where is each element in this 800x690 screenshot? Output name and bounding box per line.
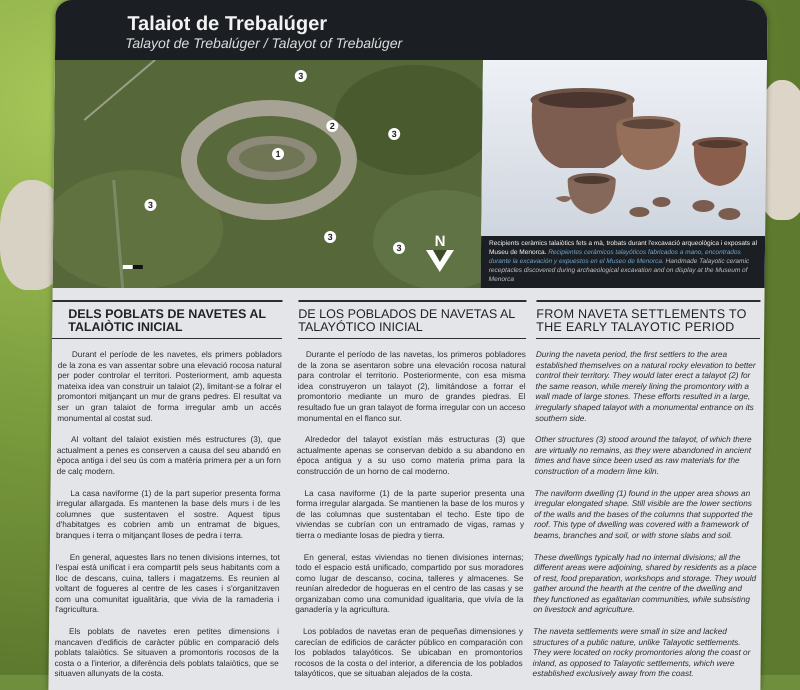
svg-text:1: 1 <box>275 149 281 159</box>
caption-spanish: Recipientes cerámicos talayóticos fabricados a mano, encontrados durante la excavación y expuestos en el Museo de Menorca. <box>488 249 741 265</box>
caption-catalan: Recipients ceràmics talaiòtics fets a mà, trobats durant l'excavació arqueològica i exposats al Museu de Menorca. <box>488 240 757 256</box>
column-paragraph: The naviform dwelling (1) found in the upper area shows an irregular elongated shape. Still visible are the lower sections of the walls and the bases of the columns that supported the roof. This type of dwelling was covered with a framework of beams, branches and soil, or with stone slabs and soil. <box>533 488 753 540</box>
svg-text:N: N <box>434 233 446 250</box>
sign-header <box>55 0 768 60</box>
aerial-photo-svg <box>53 60 483 288</box>
column-paragraph: Al voltant del talaiot existien més estructures (3), que actualment a penes es conserven a causa del seu abandó en època antiga i del seu ús com a matèria primera per a un forn de calç modern. <box>56 435 282 476</box>
pottery-photo-svg <box>481 60 767 236</box>
svg-text:3: 3 <box>396 243 402 253</box>
column-paragraph: La casa naviforme (1) de la parte superior presenta una forma irregular alargada. Se mantienen la base de los muros y de las columnas que sustentaban el techo. Este tipo de viviendas se cubrían con un entramado de vigas, ramas y tierra o mediante losas de piedra y tierra. <box>295 488 525 540</box>
column-paragraph: En general, aquestes llars no tenen divisions internes, tot l'espai està unificat i era compartit pels seus habitants com a lloc de descans, cuina, tallers i magatzems. Es reunien al voltant de fogueres al centre de les cases i s'organitzaven com una comunitat igualitària, que vivia de la ramaderia i l'agricultura. <box>55 552 280 615</box>
column-paragraph: Los poblados de navetas eran de pequeñas dimensiones y carecían de edificios de carácter público en comparación con los poblados talayóticos. Se ubicaban en promontorios rocosos de la costa o del interior, a diferencia de los poblados talayóticos, que se situaban alejados de la costa. <box>294 627 524 679</box>
column-spanish <box>294 300 526 680</box>
column-paragraph: Els poblats de navetes eren petites dimensions i mancaven d'edificis de caràcter públic en comparació dels poblats talaiòtics. Se situaven a promontoris rocosos de la costa o a l'interior, a diferència dels poblats talaiòtics, que se situaven allunyats de la costa. <box>54 627 280 679</box>
svg-text:2: 2 <box>329 121 335 131</box>
svg-text:3: 3 <box>391 129 397 139</box>
column-paragraph: During the naveta period, the first settlers to the area established themselves on a natural rocky elevation to better control their territory. They would later erect a talayot (2) for the same reason, while merely lining the promontory with a wall made of large stones. These efforts resulted in a large, irregularly shaped talayot with a monumental entrance on its southern side. <box>535 350 756 423</box>
svg-text:3: 3 <box>298 71 304 81</box>
column-paragraph: En general, estas viviendas no tienen divisiones internas; todo el espacio está unificado, compartido por sus moradores como lugar de descanso, cocina, talleres y almacenes. Se reunían alrededor de hogueras en el centro de las casas y se organizaban como una comunidad igualitaria, que vivía de la ganadería y la agricultura. <box>295 552 524 615</box>
sign-title: Talaiot de Trebalúger <box>127 13 328 35</box>
svg-text:3: 3 <box>147 200 154 210</box>
column-paragraph: Durant el període de les navetes, els primers pobladors de la zona es van assentar sobre una elevació rocosa natural per poder controlar el territori. Posteriorment, amb aquesta mateixa idea van construir un talaiot (2), limitant-se a folrar el promontori mitjançant un mur de grans pedres. El resultat va ser un gran talaiot de forma irregular amb un accés monumental al costat sud. <box>57 350 282 423</box>
column-heading: DELS POBLATS DE NAVETES AL TALAIÒTIC INICIAL <box>48 300 282 339</box>
pottery-photo <box>481 60 767 236</box>
column-heading: DE LOS POBLADOS DE NAVETAS AL TALAYÓTICO INICIAL <box>298 300 526 339</box>
column-paragraph: Durante el período de las navetas, los primeros pobladores de la zona se asentaron sobre una elevación rocosa natural para controlar el territorio. Posteriormente, con esa misma idea construyeron un talayot (2), limitándose a forrar el promontorio mediante un muro de grandes piedras. El resultado fue un gran talayot de forma irregular con un acceso monumental en el flanco sur. <box>297 350 526 423</box>
column-english <box>532 300 760 680</box>
column-heading: FROM NAVETA SETTLEMENTS TO THE EARLY TALAYOTIC PERIOD <box>536 300 760 339</box>
svg-text:3: 3 <box>327 232 333 242</box>
column-paragraph: Alrededor del talayot existían más estructuras (3) que actualmente apenas se conservan debido a su abandono en época antigua y a su uso como materia prima para la construcción de un horno de cal moderno. <box>296 435 526 476</box>
aerial-photo <box>53 60 483 288</box>
column-paragraph: La casa naviforme (1) de la part superior presenta forma irregular allargada. Es mantenen la base dels murs i de les columnes que sustentaven el sostre. Aquest tipus d'habitatges es cobrien amb un entramat de bigues, branques i terra o mitjançant lloses de pedra i terra. <box>55 488 281 540</box>
column-paragraph: Other structures (3) stood around the talayot, of which there are virtually no remains, as they were abandoned in ancient times and have since been used as raw materials for the construction of a modern lime kiln. <box>534 435 752 476</box>
caption-english: Handmade Talayotic ceramic receptacles discovered during archaeological excavation and on display at the Museum of Menorca <box>488 258 750 283</box>
sign-subtitle: Talayot de Trebalúger / Talayot of Trebalúger <box>125 35 403 51</box>
column-paragraph: The naveta settlements were small in size and lacked structures of a public nature, unlike Talayotic settlements. They were located on rocky promontories along the coast or inland, as opposed to Talayotic settlements, which were established exclusively away from the coast. <box>532 627 751 679</box>
photo-caption <box>481 236 766 288</box>
information-sign <box>48 0 767 690</box>
column-catalan <box>48 300 282 680</box>
column-paragraph: These dwellings typically had no internal divisions; all the different areas were adjoining, shared by residents as a place of rest, food preparation, workshops and storage. They would gather around the hearth at the centre of the dwelling and they functioned as egalitarian communities, while subsisting on livestock and agriculture. <box>533 552 757 615</box>
